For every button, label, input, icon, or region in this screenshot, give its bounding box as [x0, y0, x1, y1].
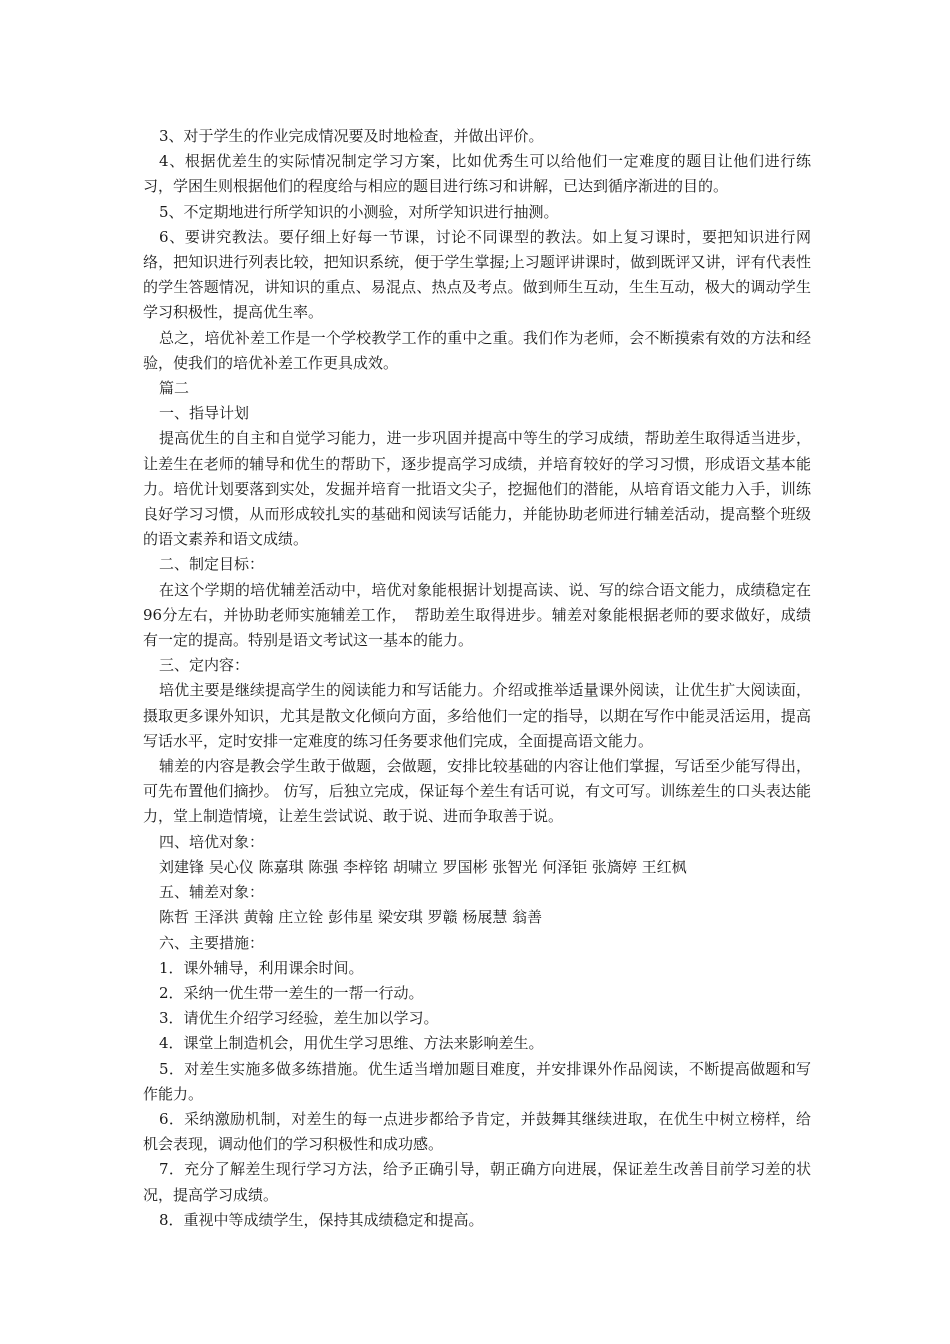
measure-item-6: 6．采纳激励机制，对差生的每一点进步都给予肯定，并鼓舞其继续进取，在优生中树立榜样，给机会表现，调动他们的学习积极性和成功感。 — [143, 1109, 811, 1154]
heading-guidance-plan: 一、指导计划 — [159, 404, 250, 423]
measure-item-7: 7．充分了解差生现行学习方法，给予正确引导，朝正确方向进展，保证差生改善目前学习差的状况，提高学习成绩。 — [143, 1160, 811, 1204]
paragraph-item-5: 5、不定期地进行所学知识的小测验，对所学知识进行抽测。 — [159, 202, 559, 221]
paragraph-item-6: 6、要讲究教法。要仔细上好每一节课，讨论不同课型的教法。如上复习课时，要把知识进行网络，把知识进行列表比较，把知识系统，便于学生掌握;上习题评讲课时，做到既评又讲，评有代表性的学生答题情况，讲知识的重点、易混点、热点及考点。做到师生互动，生生互动，极大的调动学生学习积极性，提高优生率。 — [143, 227, 811, 322]
measure-item-8: 8．重视中等成绩学生，保持其成绩稳定和提高。 — [159, 1210, 484, 1229]
paragraph-summary: 总之，培优补差工作是一个学校教学工作的重中之重。我们作为老师，会不断摸索有效的方法和经验，使我们的培优补差工作更具成效。 — [143, 328, 811, 372]
measure-item-3: 3．请优生介绍学习经验，差生加以学习。 — [159, 1009, 439, 1028]
measure-item-2: 2．采纳一优生带一差生的一帮一行动。 — [159, 983, 424, 1002]
paragraph-content-excellent: 培优主要是继续提高学生的阅读能力和写话能力。介绍或推举适量课外阅读，让优生扩大阅读面，摄取更多课外知识，尤其是散文化倾向方面，多给他们一定的指导，以期在写作中能灵活运用，提高写话水平，定时安排一定难度的练习任务要求他们完成，全面提高语文能力。 — [143, 681, 811, 750]
measure-item-5: 5．对差生实施多做多练措施。优生适当增加题目难度，并安排课外作品阅读，不断提高做题和写作能力。 — [143, 1059, 811, 1103]
paragraph-guidance-plan: 提高优生的自主和自觉学习能力，进一步巩固并提高中等生的学习成绩，帮助差生取得适当进步，让差生在老师的辅导和优生的帮助下，逐步提高学习成绩，并培育较好的学习习惯，形成语文基本能力。培优计划要落到实处，发掘并培育一批语文尖子，挖掘他们的潜能，从培育语文能力入手，训练良好学习习惯，从而形成较扎实的基础和阅读写话能力，并能协助老师进行辅差活动，提高整个班级的语文素养和语文成绩。 — [143, 429, 811, 549]
paragraph-content-remedial: 辅差的内容是教会学生敢于做题，会做题，安排比较基础的内容让他们掌握，写话至少能写得出，可先布置他们摘抄。 仿写，后独立完成，保证每个差生有话可说，有文可写。训练差生的口头表达能力，堂上制造情境，让差生尝试说、敢于说、进而争取善于说。 — [143, 757, 811, 826]
heading-excellent-students: 四、培优对象： — [159, 832, 265, 851]
paragraph-item-4: 4、根据优差生的实际情况制定学习方案，比如优秀生可以给他们一定难度的题目让他们进行练习，学困生则根据他们的程度给与相应的题目进行练习和讲解，已达到循序渐进的目的。 — [143, 152, 811, 196]
measure-item-4: 4．课堂上制造机会，用优生学习思维、方法来影响差生。 — [159, 1034, 544, 1053]
paragraph-item-3: 3、对于学生的作业完成情况要及时地检查，并做出评价。 — [159, 127, 544, 145]
heading-main-measures: 六、主要措施： — [159, 933, 265, 952]
heading-remedial-students: 五、辅差对象： — [159, 883, 265, 902]
list-excellent-students: 刘建锋 吴心仪 陈嘉琪 陈强 李梓铭 胡啸立 罗国彬 张智光 何泽钜 张旖婷 王红枫 — [159, 857, 687, 876]
heading-goals: 二、制定目标： — [159, 555, 265, 574]
heading-content: 三、定内容： — [159, 656, 250, 675]
paragraph-goals: 在这个学期的培优辅差活动中，培优对象能根据计划提高读、说、写的综合语文能力，成绩稳定在96分左右，并协助老师实施辅差工作， 帮助差生取得进步。辅差对象能根据老师的要求做好，成绩有一定的提高。特别是语文考试这一基本的能力。 — [143, 580, 811, 650]
measure-item-1: 1．课外辅导，利用课余时间。 — [159, 958, 364, 977]
section-heading-part-two: 篇二 — [159, 379, 190, 398]
document-body — [143, 124, 811, 1233]
list-remedial-students: 陈哲 王泽洪 黄翰 庄立铨 彭伟星 梁安琪 罗赣 杨展慧 翁善 — [159, 908, 543, 927]
